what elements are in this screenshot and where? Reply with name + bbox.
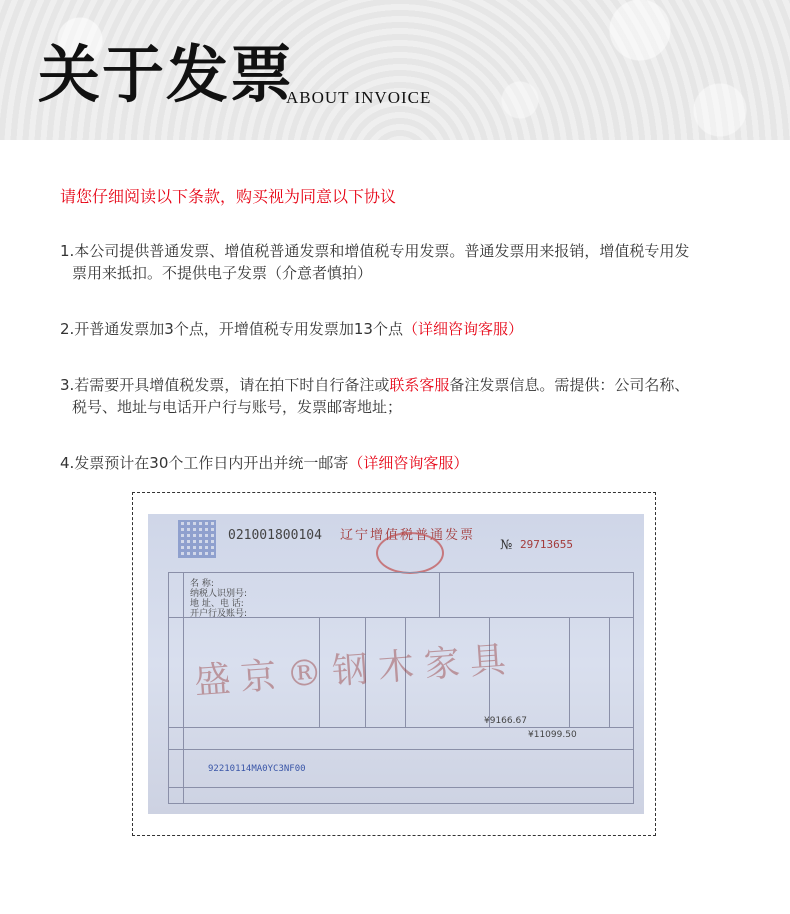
invoice-title: 辽宁增值税普通发票 bbox=[340, 528, 476, 543]
seller-tax-id: 92210114MA0YC3NF00 bbox=[208, 764, 306, 774]
clause-3-text: 3.若需要开具增值税发票，请在拍下时自行备注或 bbox=[60, 376, 390, 394]
clause-2 bbox=[60, 318, 750, 340]
clause-3-line-2: 税号、地址与电话开户行与账号，发票邮寄地址； bbox=[72, 398, 403, 416]
brand-watermark: 盛京®钢木家具 bbox=[193, 638, 518, 703]
clause-3 bbox=[60, 374, 750, 418]
invoice-number: 29713655 bbox=[520, 538, 573, 551]
qr-code-icon bbox=[178, 520, 216, 558]
clause-1-line-1: 1.本公司提供普通发票、增值税普通发票和增值税专用发票。普通发票用来报销，增值税专用发 bbox=[60, 242, 690, 260]
invoice-subtotal: ¥9166.67 bbox=[484, 716, 527, 726]
clause-4 bbox=[60, 452, 750, 474]
invoice-total: ¥11099.50 bbox=[528, 730, 577, 740]
agreement-notice: 请您仔细阅读以下条款，购买视为同意以下协议 bbox=[60, 187, 397, 206]
clause-3-text-post: 备注发票信息。需提供：公司名称、 bbox=[449, 376, 690, 394]
official-seal-icon bbox=[376, 532, 444, 574]
invoice-sample-image bbox=[148, 514, 644, 814]
clause-1-line-2: 票用来抵扣。不提供电子发票（介意者慎拍） bbox=[72, 264, 373, 282]
invoice-code: 021001800104 bbox=[228, 528, 322, 543]
clause-1 bbox=[60, 240, 750, 284]
page-subtitle: ABOUT INVOICE bbox=[286, 88, 432, 107]
buyer-name-label: 名 称: bbox=[190, 579, 214, 589]
clause-4-text: 4.发票预计在30个工作日内开出并统一邮寄 bbox=[60, 454, 349, 472]
contact-service-link[interactable]: 联系客服 bbox=[389, 376, 450, 394]
consult-service-link[interactable]: （详细咨询客服） bbox=[402, 320, 523, 338]
buyer-tax-id-label: 纳税人识别号: bbox=[190, 589, 248, 599]
buyer-bank-label: 开户行及账号: bbox=[190, 609, 248, 619]
consult-service-link-2[interactable]: （详细咨询客服） bbox=[348, 454, 469, 472]
header-banner bbox=[0, 0, 790, 140]
buyer-address-label: 地 址、电 话: bbox=[190, 599, 244, 609]
page-title: 关于发票 bbox=[38, 38, 295, 111]
clause-2-text: 2.开普通发票加3个点，开增值税专用发票加13个点 bbox=[60, 320, 403, 338]
invoice-number-label: № bbox=[500, 538, 513, 553]
